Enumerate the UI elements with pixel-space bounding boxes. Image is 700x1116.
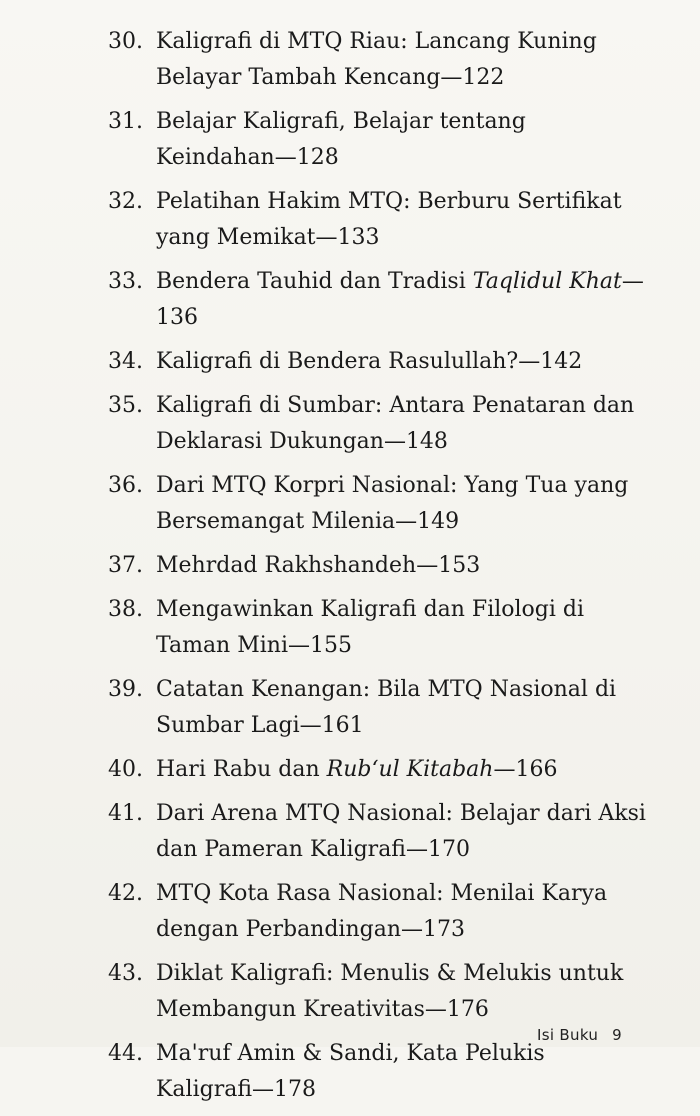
entry-number: 32. [108,189,143,214]
entry-title-line-1: Dari Arena MTQ Nasional: Belajar dari Aksi [156,801,646,826]
entry-number: 43. [108,961,143,986]
toc-entry-39 [108,672,688,744]
entry-title-line-1: Pelatihan Hakim MTQ: Berburu Sertifikat [156,189,622,214]
page-footer [537,1026,622,1044]
table-of-contents [108,24,688,1116]
entry-title-text: Hari Rabu dan [156,757,327,782]
entry-title-line-2: Kaligrafi—178 [156,1077,317,1102]
entry-title-line-2: dengan Perbandingan—173 [156,917,465,942]
toc-entry-42 [108,876,688,948]
entry-number: 36. [108,473,143,498]
entry-title-line-1: MTQ Kota Rasa Nasional: Menilai Karya [156,881,608,906]
entry-page-ref: —166 [493,757,558,782]
toc-entry-32 [108,184,688,256]
entry-title-line-2: 136 [156,305,198,330]
toc-entry-35 [108,388,688,460]
toc-entry-34 [108,344,688,380]
entry-title-line-1: Catatan Kenangan: Bila MTQ Nasional di [156,677,617,702]
entry-title-line-1: Dari MTQ Korpri Nasional: Yang Tua yang [156,473,629,498]
entry-number: 41. [108,801,143,826]
entry-title-line-1: Kaligrafi di Sumbar: Antara Penataran dan [156,393,635,418]
toc-entry-30 [108,24,688,96]
entry-title-line-2: Keindahan—128 [156,145,339,170]
entry-number: 37. [108,553,143,578]
toc-entry-33 [108,264,688,336]
entry-title-line-2: Membangun Kreativitas—176 [156,997,489,1022]
entry-title-line-2: dan Pameran Kaligrafi—170 [156,837,470,862]
entry-title-text: Bendera Tauhid dan Tradisi [156,269,473,294]
toc-entry-31 [108,104,688,176]
entry-number: 42. [108,881,143,906]
entry-title-line-1: Kaligrafi di MTQ Riau: Lancang Kuning [156,29,597,54]
running-title: Isi Buku [537,1026,599,1044]
entry-title-line-1: Mengawinkan Kaligrafi dan Filologi di [156,597,585,622]
entry-number: 40. [108,757,143,782]
entry-number: 44. [108,1041,143,1066]
entry-title-line-2: Belayar Tambah Kencang—122 [156,65,505,90]
entry-title-line-2: yang Memikat—133 [156,225,380,250]
toc-entry-36 [108,468,688,540]
entry-number: 35. [108,393,143,418]
entry-title-italic: Rub‘ul Kitabah [326,757,494,782]
entry-number: 39. [108,677,143,702]
entry-number: 33. [108,269,143,294]
toc-entry-43 [108,956,688,1028]
entry-number: 38. [108,597,143,622]
entry-title-line-2: Sumbar Lagi—161 [156,713,364,738]
entry-number: 30. [108,29,143,54]
page-number: 9 [612,1026,622,1044]
entry-title-line-1: Belajar Kaligrafi, Belajar tentang [156,109,526,134]
entry-title-line-2: Deklarasi Dukungan—148 [156,429,448,454]
toc-entry-38 [108,592,688,664]
toc-entry-37 [108,548,688,584]
toc-entry-41 [108,796,688,868]
entry-number: 31. [108,109,143,134]
entry-title-line-1 [156,264,688,300]
entry-title-line-2: Taman Mini—155 [156,633,352,658]
entry-title-line-1: Kaligrafi di Bendera Rasulullah?—142 [156,349,583,374]
entry-title-line-2: Bersemangat Milenia—149 [156,509,460,534]
entry-title-line-1: Diklat Kaligrafi: Menulis & Melukis untuk [156,961,624,986]
entry-title-line-1: Ma'ruf Amin & Sandi, Kata Pelukis [156,1041,545,1066]
entry-title-dash: — [621,269,644,294]
entry-title-line-1 [156,752,688,788]
entry-title-italic: Taqlidul Khat [472,269,622,294]
toc-entry-40 [108,752,688,788]
entry-title-line-1: Mehrdad Rakhshandeh—153 [156,553,481,578]
entry-number: 34. [108,349,143,374]
